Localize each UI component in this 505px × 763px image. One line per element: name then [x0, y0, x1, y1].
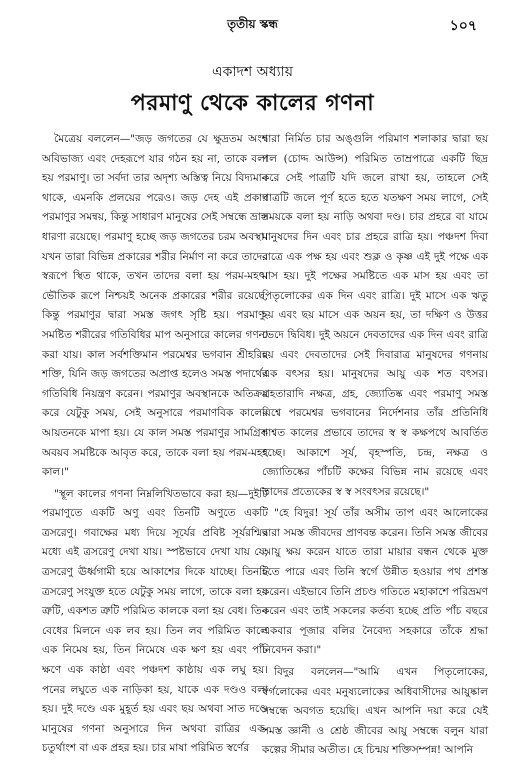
paragraph: "স্থূল কালের গণনা নিম্নলিখিতভাবে করা হয়—দুইটি পরমাণুতে একটি অণু এবং তিনটি অণুতে একটি ত্রসরেণু। গবাক্ষের মধ্য দিয়ে সূর্যের প্রবিষ্ট সূর্যরশ্মির মধ্যে এই ত্রসরেণু দেখা যায়। স্পষ্টভাবে দেখা যায় যে, ত্রসরেণু ঊর্ধ্বগামী হয়ে আকাশের দিকে যাচ্ছে। তিনটি ত্রসরেণু সংযুক্ত হতে যেটুকু সময় লাগে, তাকে বলা হয় ত্রুটি, একশত ত্রুটি পরিমিত কালকে বলা হয় বেধ। তিন বেধের মিলনে এক লব হয়। তিন লব পরিমিত কালে এক নিমেষ হয়, তিন নিমেষে এক ক্ষণ হয় এবং পাঁচ ক্ষণে এক কাষ্ঠা এবং পঞ্চদশ কাষ্ঠায় এক লঘু হয়। পনের লঘুতে এক নাড়িকা হয়, যাকে এক দণ্ডও বলা হয়। দুই দণ্ডে এক মুহূর্ত হয় এবং ছয় অথবা সাত দণ্ডে মানুষের গণনা অনুসারে দিন অথবা রাত্রির এক-চতুর্থাংশ বা এক প্রহর হয়। চার মাষা পরিমিত স্বর্ণের — [42, 487, 268, 755]
paragraph: দ্বারা নির্মিত চার অঙ্গুলি পরিমাণ শলাকার দ্বারা ছয় পল (চোদ্দ আউন্স) পরিমিত তাম্রপাত্রে একটি ছিদ্র করে সেই পাত্রটি যদি জলে রাখা হয়, তাহলে সেই পাত্রটি জলে পূর্ণ হতে হতে যতক্ষণ সময় লাগে, সেই সময়কে বলা হয় নাড়ি অথবা দণ্ড। চার প্রহরে বা যামে মানুষদের দিন এবং চার প্রহরে রাত্রি হয়। পঞ্চদশ দিবা রাত্রে এক পক্ষ হয় এবং শুক্ল ও কৃষ্ণ এই দুই পক্ষে এক মাস হয়। দুই পক্ষের সমষ্টিতে এক মাস হয় এবং তা পিতৃলোকের এক দিন এবং রাত্রি। দুই মাসে এক ঋতু হয় এবং ছয় মাসে এক অয়ন হয়, তা দক্ষিণ ও উত্তর ভেদে দ্বিবিধ। দুই অয়নে দেবতাদের এক দিন এবং রাত্রি হয় এবং দেবতাদের সেই দিবারাত্র মানুষদের গণনায় এক বৎসর হয়। মানুষদের আয়ু এক শত বৎসর। গ্রহতারাদি নক্ষত্র, গ্রহ, জ্যোতিষ্ক এবং পরমাণু সমস্ত বিশ্বে পরমেশ্বর ভগবানের নির্দেশনার তাঁর প্রতিনিধি শাশ্বত কালের প্রভাবে তাদের স্ব স্ব কক্ষপথে আবর্তিত হচ্ছে। আকাশে সূর্য, বৃহস্পতি, চন্দ্র, নক্ষত্র ও জ্যোতিষ্কের পাঁচটি কক্ষের বিভিন্ন নাম রয়েছে এবং তাদের প্রত্যেকের স্ব স্ব সংবৎসর রয়েছে।" — [262, 133, 488, 498]
chapter-label: একাদশ অধ্যায় — [212, 64, 293, 80]
running-head-title: তৃতীয় স্কন্ধ — [227, 17, 278, 31]
paragraph: মৈত্রেয় বললেন—"জড় জগতের যে ক্ষুদ্রতম অংশ অবিভাজ্য এবং দেহরূপে যার গঠন হয় না, তাকে বলা হয় পরমাণু। তা সর্বদা তার অদৃশ্য অস্তিত্ব নিয়ে বিদ্যমান থাকে, এমনকি প্রলয়ের পরেও। জড় দেহ এই প্রকার পরমাণুর সমন্বয়, কিন্তু সাধারণ মানুষের সেই সম্বন্ধে ভ্রান্ত ধারণা রয়েছে। পরমাণু হচ্ছে জড় জগতের চরম অবস্থা। যখন তারা বিভিন্ন প্রকারের শরীর নির্মাণ না করে তাদের স্বরূপে স্থিত থাকে, তখন তাদের বলা হয় পরম-মহৎ। ভৌতিক রূপে নিশ্চয়ই অনেক প্রকারের শরীর রয়েছে, কিন্তু পরমাণুর দ্বারা সমস্ত জগৎ সৃষ্টি হয়। পরমাণু-সমষ্টিত শরীরের গতিবিধির মাপ অনুসারে কালের গণনা করা যায়। কাল সর্বশক্তিমান পরমেশ্বর ভগবান শ্রীহরির শক্তি, যিনি জড় জগতের অপ্রাপ্ত হলেও সমস্ত পদার্থের গতিবিধি নিয়ন্ত্রণ করেন। পরমাণুর অবস্থানকে অতিক্রম করে যেটুকু সময়, সেই অনুসারে পরমাণবিক কালের আয়তনকে মাপা হয়। যে কাল সমস্ত পরমাণুর সামগ্রিক অবয়ব সমষ্টিকে আবৃত করে, তাকে বলা হয় পরম-মহৎ কাল।" — [42, 133, 268, 479]
running-head — [0, 16, 505, 38]
page-number: ১০৭ — [449, 18, 477, 34]
right-column — [262, 130, 488, 763]
page-heading: পরমাণু থেকে কালের গণনা — [130, 90, 375, 116]
paragraph: "হে বিদুর! সূর্য তাঁর অসীম তাপ এবং আলোকের দ্বারা সমস্ত জীবদের প্রাণবন্ত করেন। তিনি সমস্ত জীবের আয়ু ক্ষয় করেন যাতে তারা মায়ার বন্ধন থেকে মুক্ত হতে পারে এবং তিনি স্বর্গে উন্নীত হওয়ার পথ প্রশস্ত করেন। এইভাবে তিনি প্রচণ্ড গতিতে মহাকাশে পরিভ্রমণ করেন এবং তাই সকলের কর্তব্য হচ্ছে প্রতি পাঁচ বছরে একবার পূজার বলির নৈবেদ্য সহকারে তাঁকে শ্রদ্ধা নিবেদন করা।" — [262, 507, 488, 657]
paragraph: বিদুর বললেন—"আমি এখন পিতৃলোকের, স্বর্গলোকের এবং মনুষ্যলোকের অধিবাসীদের আয়ুষ্কাল সম্বন্ধে অবগত হয়েছি। এখন আপনি দয়া করে যেই সমস্ত জ্ঞানী ও শ্রেষ্ঠ জীবের আয়ু সম্বন্ধে বলুন যারা কল্পের সীমার অতীত। হে চিন্ময় শক্তিসম্পন্ন! আপনি — [262, 666, 488, 757]
left-column — [42, 130, 268, 761]
